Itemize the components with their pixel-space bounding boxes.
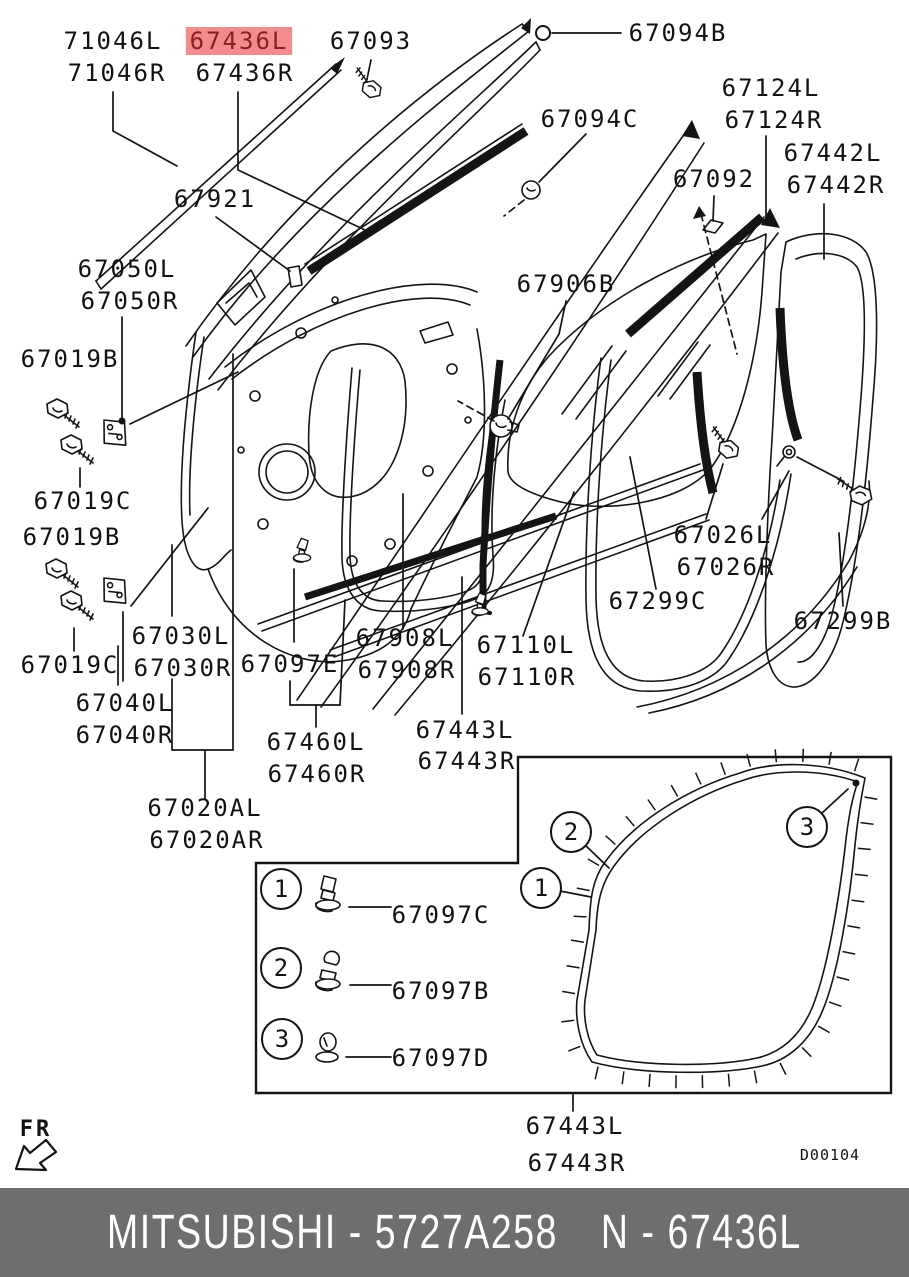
inset-box (256, 757, 891, 1093)
diagram-code: D00104 (799, 1146, 861, 1164)
seal-tick (802, 1048, 811, 1057)
part-label-67019C: 67019C (20, 651, 120, 679)
bolt-icon-67299B (838, 475, 872, 507)
seal-tick (852, 900, 865, 902)
part-label-67040R: 67040R (75, 721, 175, 749)
callout-markers (261, 807, 827, 1059)
grommet-icon-67094C (522, 181, 540, 199)
legend-clip-icons (316, 876, 391, 1062)
seal-tick (568, 1046, 580, 1051)
seal-tick (571, 940, 584, 942)
division-channel-front (697, 372, 713, 493)
part-label-67124R: 67124R (724, 106, 824, 134)
damper-67921-target (288, 266, 302, 287)
arrowhead-67092 (693, 206, 706, 219)
callout-number: 2 (273, 954, 289, 982)
bolt-icon (61, 435, 93, 464)
part-label-67442R: 67442R (786, 171, 886, 199)
seal-tick (829, 1002, 841, 1006)
part-label-67026L: 67026L (673, 521, 773, 549)
seal-callout-3 (787, 807, 827, 847)
part-label-67110R: 67110R (477, 663, 577, 691)
part-label-67921: 67921 (173, 185, 257, 213)
part-label-67092: 67092 (672, 165, 756, 193)
run-channel-67124 (628, 217, 762, 334)
seal-tick (754, 1071, 756, 1084)
part-label-67436R: 67436R (195, 59, 295, 87)
part-label-67097D: 67097D (391, 1044, 491, 1072)
seal-callout-1 (521, 868, 561, 908)
seal-tick (861, 823, 874, 825)
part-label-67124L: 67124L (721, 74, 821, 102)
callout-number: 2 (563, 818, 579, 846)
seal-tick (818, 1026, 829, 1032)
seal-tick (847, 926, 860, 928)
seal-tick (780, 1063, 786, 1075)
part-label-67908L: 67908L (355, 624, 455, 652)
part-label-67019C: 67019C (33, 487, 133, 515)
legend-callout-2 (261, 948, 301, 988)
grommet-icon-67094B (536, 26, 550, 40)
seal-tick (696, 773, 701, 785)
part-label-67110L: 67110L (476, 631, 576, 659)
seal-tick (721, 762, 725, 774)
seal-tick (829, 752, 831, 765)
seal-tick (649, 1074, 650, 1087)
part-label-67050L: 67050L (77, 255, 177, 283)
part-label-67442L: 67442L (783, 139, 883, 167)
seal-tick (562, 991, 575, 993)
lower-sash-channel (483, 360, 500, 610)
seal-tick (588, 859, 599, 866)
part-label-67460L: 67460L (266, 728, 366, 756)
part-label-67097E: 67097E (240, 650, 340, 678)
seal-tick (728, 1074, 729, 1087)
part-label-67097C: 67097C (391, 901, 491, 929)
seal-tick (567, 966, 580, 968)
part-label-67097B: 67097B (391, 977, 491, 1005)
seal-tick (671, 785, 677, 796)
seal-tick (574, 916, 587, 917)
part-label-67026R: 67026R (676, 553, 776, 581)
footer-brand-part: MITSUBISHI - 5727A258 (107, 1206, 559, 1259)
screw-icon-67026 (707, 426, 743, 460)
seal-tick (561, 1020, 574, 1022)
footer-ref-part: N - 67436L (601, 1206, 802, 1259)
seal-tick (626, 816, 634, 826)
fr-direction-arrow (16, 1140, 56, 1170)
callout-number: 1 (273, 875, 289, 903)
seal-tick (595, 1067, 598, 1080)
part-label-67908R: 67908R (357, 656, 457, 684)
seal-tick (855, 759, 859, 771)
seal-tick (577, 888, 590, 891)
seal-tick (843, 952, 856, 955)
bolt-icon (47, 399, 79, 428)
seal-inset-drawing (560, 749, 877, 1088)
part-label-67019B: 67019B (22, 523, 122, 551)
nut-icon (777, 446, 795, 466)
callout-number: 1 (533, 874, 549, 902)
part-label-67299B: 67299B (793, 607, 893, 635)
seal-callout-2 (551, 812, 591, 852)
part-labels (21, 19, 893, 1177)
part-label-67030L: 67030L (131, 622, 231, 650)
legend-callout-3 (262, 1019, 302, 1059)
part-label-71046L: 71046L (63, 27, 163, 55)
seal-tick (648, 800, 655, 811)
legend-callout-1 (261, 869, 301, 909)
part-label-71046R: 71046R (67, 59, 167, 87)
part-label-67094C: 67094C (540, 105, 640, 133)
footer-bar (0, 1188, 909, 1277)
bolt-icon (61, 591, 93, 620)
seal-tick (855, 874, 868, 876)
part-label-67460R: 67460R (267, 760, 367, 788)
seal-tick (837, 977, 850, 980)
part-label-67436L: 67436L (189, 27, 289, 55)
bolt-icon (46, 559, 78, 588)
clip-icon-67097E (293, 538, 310, 562)
part-label-67443L: 67443L (415, 716, 515, 744)
part-label-67906B: 67906B (516, 270, 616, 298)
part-label-67443R: 67443R (527, 1149, 627, 1177)
callout-number: 3 (799, 813, 815, 841)
seal-tick (775, 749, 776, 762)
seal-tick (858, 848, 871, 849)
seal-tick (606, 836, 616, 845)
part-label-67030R: 67030R (133, 654, 233, 682)
callout-number: 3 (274, 1025, 290, 1053)
seal-tick (803, 749, 804, 762)
part-label-67299C: 67299C (608, 587, 708, 615)
part-label-67443R: 67443R (417, 747, 517, 775)
part-label-67020AR: 67020AR (149, 826, 265, 854)
seal-tick (865, 797, 878, 799)
part-label-67020AL: 67020AL (147, 794, 263, 822)
part-label-67094B: 67094B (628, 19, 728, 47)
part-label-67443L: 67443L (525, 1112, 625, 1140)
division-channel-rear (780, 308, 798, 440)
part-label-67093: 67093 (329, 27, 413, 55)
part-label-67040L: 67040L (75, 689, 175, 717)
part-label-67019B: 67019B (20, 345, 120, 373)
fr-label: FR (19, 1117, 53, 1142)
part-label-67050R: 67050R (80, 287, 180, 315)
seal-tick (622, 1071, 624, 1084)
hinge-icon (101, 575, 128, 606)
